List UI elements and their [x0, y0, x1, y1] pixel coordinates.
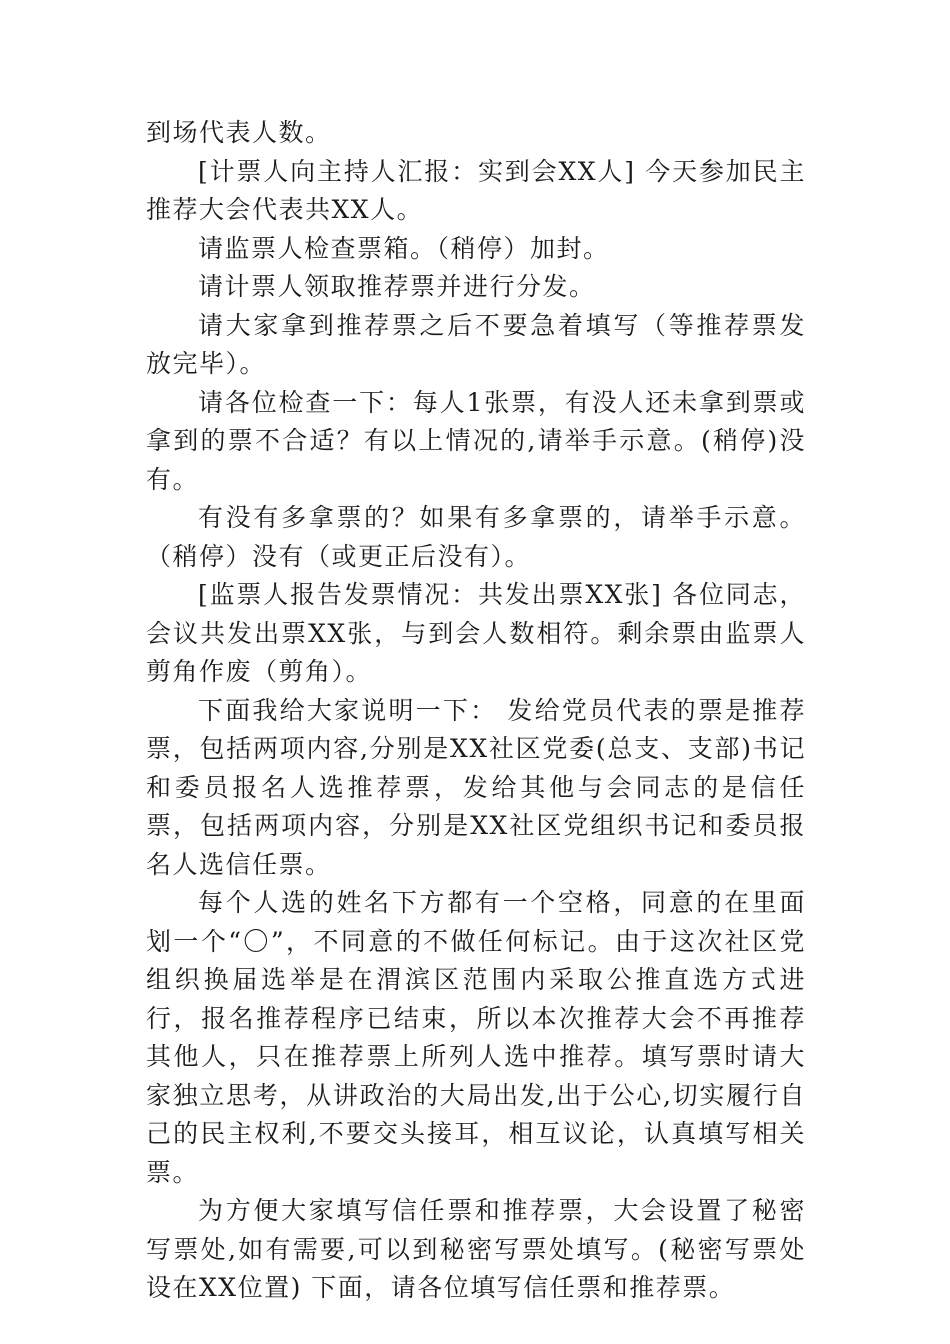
paragraph-ballot-count-report: [监票人报告发票情况：共发出票XX张] 各位同志，会议共发出票XX张，与到会人数相符。剩余票由监票人剪角作废（剪角）。	[146, 580, 806, 686]
paragraph-check-ballots: 请各位检查一下：每人1张票，有没人还未拿到票或拿到的票不合适？有以上情况的,请举手示意。(稍停)没有。	[146, 387, 806, 494]
paragraph-marking-instructions: 每个人选的姓名下方都有一个空格，同意的在里面划一个“〇”，不同意的不做任何标记。由于这次社区党组织换届选举是在渭滨区范围内采取公推直选方式进行，报名推荐程序已结束，所以本次推荐大会不再推荐其他人，只在推荐票上所列人选中推荐。填写票时请大家独立思考，从讲政治的大局出发,出于公心,切实履行自己的民主权利,不要交头接耳，相互议论，认真填写相关票。	[146, 888, 806, 1187]
paragraph-ballot-box-check: 请监票人检查票箱。（稍停）加封。	[198, 233, 610, 263]
paragraph-ballot-explanation: 下面我给大家说明一下： 发给党员代表的票是推荐票，包括两项内容,分别是XX社区党委(总支、支部)书记和委员报名人选推荐票，发给其他与会同志的是信任票，包括两项内容，分别是XX社区党组织书记和委员报名人选信任票。	[146, 695, 806, 879]
document-body	[146, 114, 806, 1308]
paragraph-continuation: 到场代表人数。	[146, 118, 332, 147]
paragraph-distribute-ballots: 请计票人领取推荐票并进行分发。	[198, 272, 596, 301]
paragraph-secret-booth: 为方便大家填写信任票和推荐票，大会设置了秘密写票处,如有需要,可以到秘密写票处填写。(秘密写票处设在XX位置) 下面，请各位填写信任票和推荐票。	[146, 1196, 806, 1302]
paragraph-wait-to-fill: 请大家拿到推荐票之后不要急着填写（等推荐票发放完毕）。	[146, 310, 806, 378]
paragraph-attendance-report: [计票人向主持人汇报：实到会XX人] 今天参加民主推荐大会代表共XX人。	[146, 156, 806, 224]
paragraph-extra-ballots: 有没有多拿票的？如果有多拿票的，请举手示意。（稍停）没有（或更正后没有）。	[146, 503, 806, 571]
